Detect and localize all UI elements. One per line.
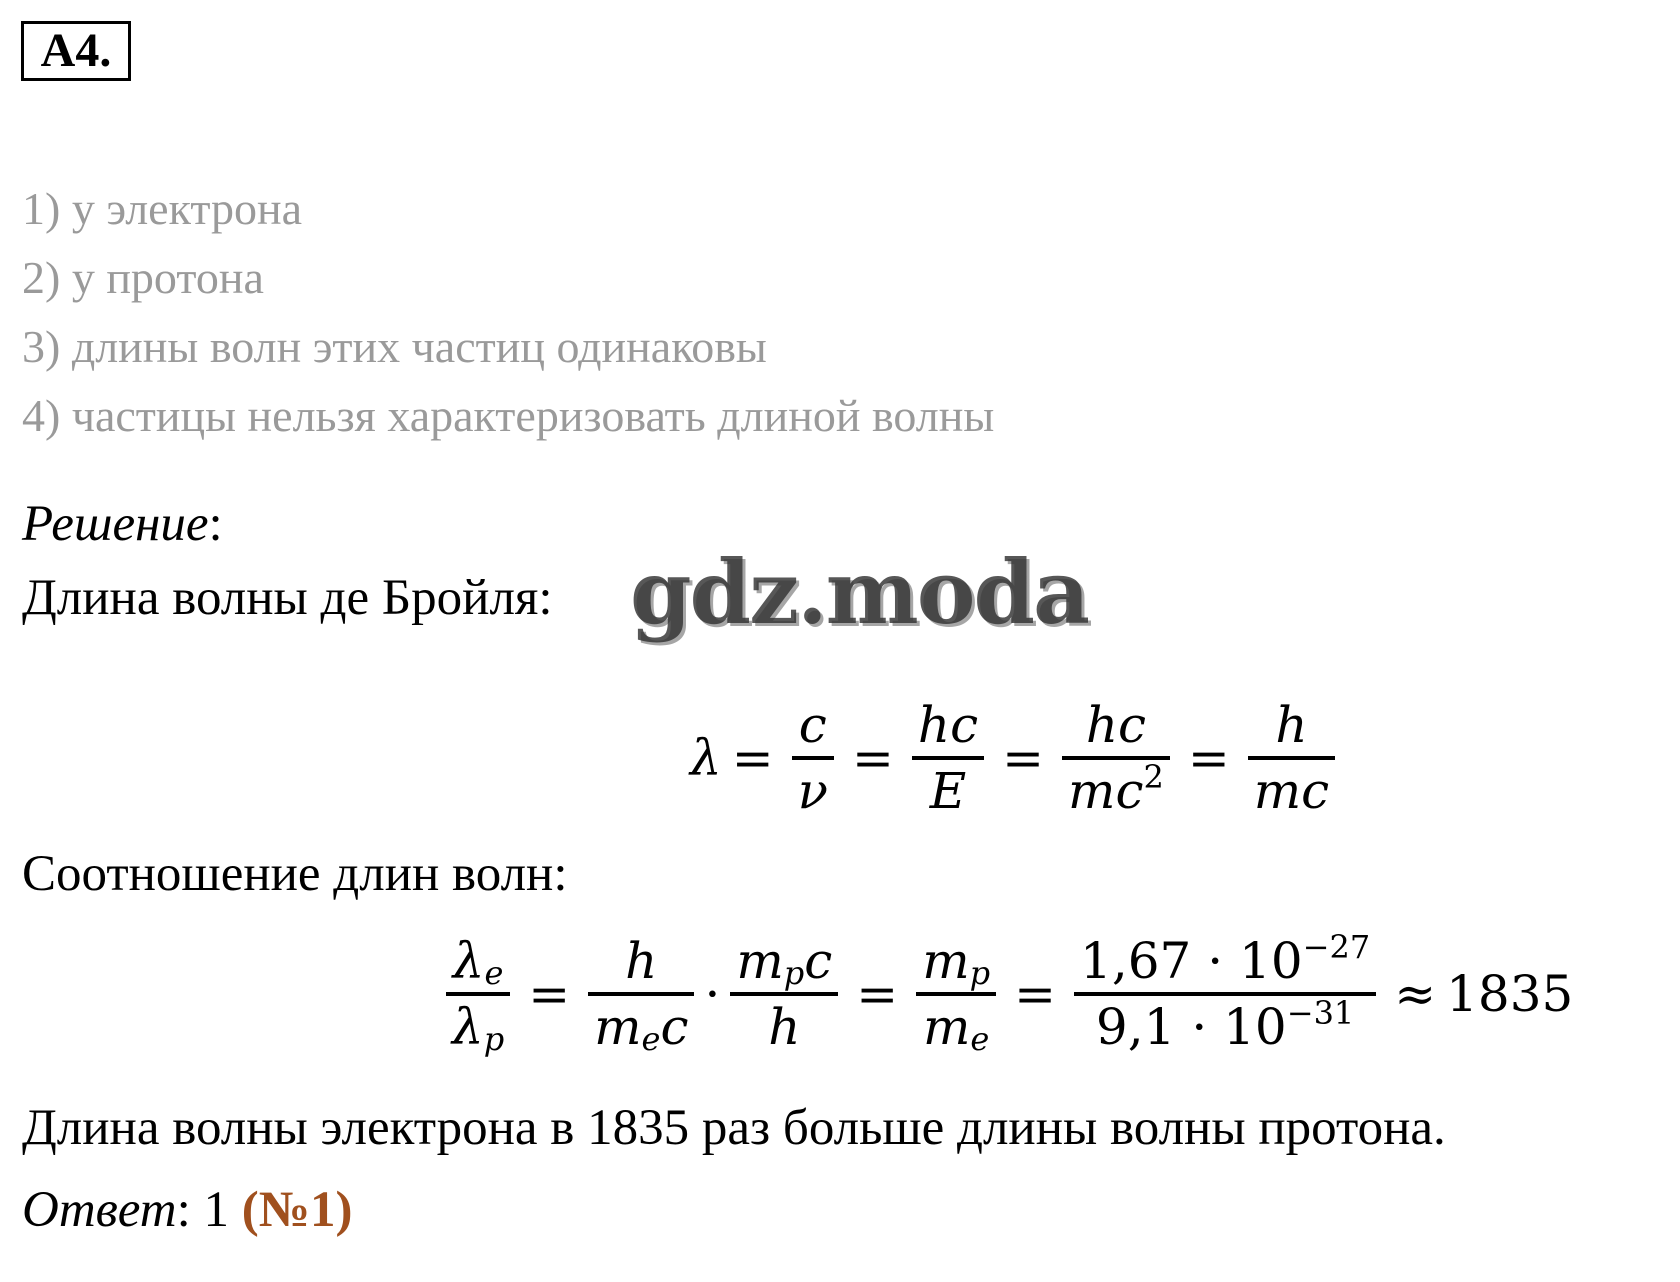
numerator: [916, 930, 996, 992]
subscript: p: [783, 954, 805, 992]
light-speed-symbol: c: [660, 998, 689, 1056]
denominator: ν: [797, 762, 829, 820]
answer-colon: :: [176, 1182, 191, 1238]
answer-reference: (№1): [241, 1182, 353, 1238]
numerator: h: [1275, 696, 1308, 754]
ratio-text: Соотношение длин волн:: [22, 846, 568, 902]
exponent: 2: [1143, 758, 1164, 796]
mass-symbol: m: [736, 932, 784, 990]
exponent: −31: [1286, 994, 1355, 1032]
solution-heading-colon: :: [208, 496, 223, 552]
lambda-symbol: λ: [452, 932, 485, 990]
watermark-logo: gdz.moda: [630, 540, 1089, 644]
mass-symbol: m: [922, 932, 970, 990]
denominator: [917, 996, 995, 1058]
fraction-hc-over-mc2: [1062, 694, 1170, 822]
fraction-lambda-ratio: [446, 930, 510, 1058]
fraction-mp-over-me: [916, 930, 996, 1058]
numerator: c: [798, 696, 827, 754]
answer-options-list: [22, 174, 994, 450]
light-speed-symbol: c: [804, 932, 833, 990]
equals-sign: =: [1002, 729, 1045, 787]
answer-value: 1: [203, 1182, 230, 1238]
lambda-symbol: λ: [452, 998, 484, 1056]
debroglie-formula: [690, 694, 1343, 822]
fraction-h-over-mc: [1248, 694, 1335, 822]
option-2: 2) у протона: [22, 252, 264, 303]
numerator: hc: [917, 696, 979, 754]
denominator: [1062, 760, 1170, 822]
equals-sign: =: [852, 729, 894, 787]
electron-mass-value: 9,1 · 10: [1095, 998, 1287, 1056]
numerator: [730, 930, 838, 992]
mass-symbol: m: [922, 998, 971, 1056]
task-number-label: A4.: [21, 21, 131, 81]
proton-mass-value: 1,67 · 10: [1080, 932, 1303, 990]
ratio-formula: [438, 930, 1573, 1058]
denominator: E: [929, 762, 967, 820]
numerator: [447, 930, 510, 992]
conclusion-text: Длина волны электрона в 1835 раз больше длины волны протона.: [22, 1100, 1446, 1156]
multiply-dot: ·: [704, 965, 721, 1023]
answer-label: Ответ: [22, 1182, 177, 1238]
debroglie-text: Длина волны де Бройля:: [22, 570, 553, 626]
denominator: mc: [1253, 762, 1330, 820]
denominator: [446, 996, 510, 1058]
numerator: hc: [1085, 696, 1147, 754]
equals-sign: =: [856, 965, 899, 1023]
fraction-mpc-over-h: [730, 930, 838, 1058]
equals-sign: =: [1014, 965, 1057, 1023]
option-3: 3) длины волн этих частиц одинаковы: [22, 321, 767, 372]
solution-heading-text: Решение: [22, 496, 209, 552]
fraction-c-over-nu: [792, 694, 834, 822]
numerator: [1074, 930, 1376, 992]
result-value: 1835: [1446, 965, 1574, 1023]
approx-sign: ≈: [1394, 965, 1437, 1023]
subscript: e: [641, 1020, 661, 1058]
lambda-symbol: λ: [690, 729, 722, 787]
fraction-h-over-mec: [588, 930, 694, 1058]
subscript: p: [483, 1020, 505, 1058]
solution-heading: [22, 494, 223, 554]
denominator: [588, 996, 694, 1058]
subscript: e: [970, 1020, 990, 1058]
denominator: h: [768, 998, 801, 1056]
fraction-hc-over-e: [912, 694, 984, 822]
equals-sign: =: [731, 729, 774, 787]
subscript: e: [484, 954, 504, 992]
exponent: −27: [1302, 928, 1371, 966]
numerator: h: [625, 932, 658, 990]
answer-line: [22, 1180, 352, 1240]
subscript: p: [969, 954, 991, 992]
fraction-numeric-masses: [1074, 930, 1376, 1058]
option-4: 4) частицы нельзя характеризовать длиной волны: [22, 390, 995, 441]
equals-sign: =: [528, 965, 571, 1023]
denominator-base: mc: [1068, 762, 1144, 820]
denominator: [1090, 996, 1360, 1058]
option-1: 1) у электрона: [22, 183, 303, 234]
equals-sign: =: [1187, 729, 1230, 787]
mass-symbol: m: [594, 998, 642, 1056]
